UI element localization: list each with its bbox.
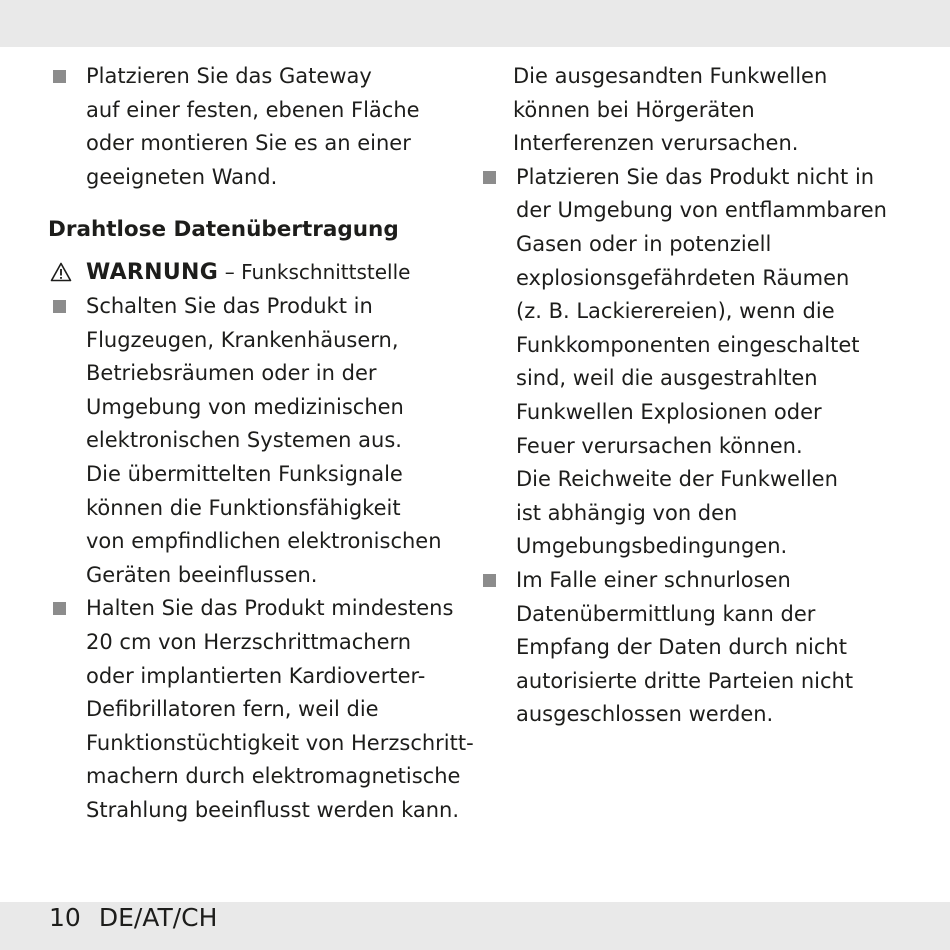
text-line: Betriebsräumen oder in der: [86, 361, 377, 386]
text-line: ist abhängig von den: [516, 500, 738, 525]
list-item-wireless-interception: [478, 564, 878, 732]
text-line: können bei Hörgeräten: [513, 97, 755, 122]
right-column: [478, 60, 887, 732]
text-line: ausgeschlossen werden.: [516, 702, 774, 727]
list-item-flammable-gases: [478, 161, 887, 564]
left-column: [48, 60, 474, 827]
text-line: Feuer verursachen können.: [516, 433, 803, 458]
text-line: Gasen oder in potenziell: [516, 231, 772, 256]
text-line: oder montieren Sie es an einer: [86, 131, 411, 156]
text-line: Interferenzen verursachen.: [513, 131, 799, 156]
text-line: Die ausgesandten Funkwellen: [513, 64, 828, 88]
text-line: Flugzeugen, Krankenhäusern,: [86, 327, 399, 352]
text-line: oder implantierten Kardioverter-: [86, 663, 426, 688]
section-heading: Drahtlose Datenübertragung: [48, 217, 399, 243]
warning-triangle-icon: [50, 262, 72, 282]
text-line: Umgebungsbedingungen.: [516, 534, 788, 559]
top-band: [0, 0, 950, 47]
square-bullet-icon: [53, 300, 66, 313]
square-bullet-icon: [483, 574, 496, 587]
list-item-gateway-placement: [48, 60, 448, 194]
spacer: [48, 194, 448, 210]
text-line: Halten Sie das Produkt mindestens: [86, 596, 454, 621]
language-codes: DE/AT/CH: [98, 903, 218, 932]
page-footer: [49, 903, 217, 933]
warning-label: WARNUNG: [86, 260, 219, 286]
square-bullet-icon: [53, 70, 66, 83]
text-line: Strahlung beeinflusst werden kann.: [86, 797, 460, 822]
text-line: Umgebung von medizinischen: [86, 394, 404, 419]
list-item-switch-off: [48, 290, 448, 592]
text-line: Empfang der Daten durch nicht: [516, 635, 847, 660]
text-line: 20 cm von Herzschrittmachern: [86, 629, 412, 654]
warning-notice: [48, 256, 448, 290]
page-number: 10: [49, 903, 81, 932]
text-line: explosionsgefährdeten Räumen: [516, 265, 850, 290]
text-line: von empfindlichen elektronischen: [86, 529, 442, 554]
text-line: können die Funktionsfähigkeit: [86, 495, 401, 520]
text-line: Schalten Sie das Produkt in: [86, 293, 373, 318]
text-line: (z. B. Lackierereien), wenn die: [516, 299, 835, 324]
text-line: Die übermittelten Funksignale: [86, 461, 403, 486]
text-line: Datenübermittlung kann der: [516, 601, 816, 626]
text-line: Im Falle einer schnurlosen: [516, 567, 791, 592]
square-bullet-icon: [483, 171, 496, 184]
list-item-pacemaker-distance: [48, 592, 474, 827]
text-line: Funkkomponenten eingeschaltet: [516, 332, 860, 357]
text-line: machern durch elektromagnetische: [86, 764, 461, 789]
text-line: elektronischen Systemen aus.: [86, 428, 402, 453]
text-line: Platzieren Sie das Gateway: [86, 64, 372, 88]
text-line: sind, weil die ausgestrahlten: [516, 366, 818, 391]
text-line: auf einer festen, ebenen Fläche: [86, 97, 420, 122]
text-line: Funktionstüchtigkeit von Herzschritt-: [86, 730, 474, 755]
text-line: Defibrillatoren fern, weil die: [86, 697, 379, 722]
square-bullet-icon: [53, 602, 66, 615]
text-line: der Umgebung von entflammbaren: [516, 198, 887, 223]
text-line: Die Reichweite der Funkwellen: [516, 467, 838, 492]
warning-text: – Funkschnittstelle: [224, 260, 411, 285]
text-line: geeigneten Wand.: [86, 164, 278, 189]
text-line: Funkwellen Explosionen oder: [516, 399, 822, 424]
text-line: autorisierte dritte Parteien nicht: [516, 668, 854, 693]
text-line: Platzieren Sie das Produkt nicht in: [516, 164, 875, 189]
text-line: Geräten beeinflussen.: [86, 562, 318, 587]
continuation-paragraph: [478, 60, 878, 161]
